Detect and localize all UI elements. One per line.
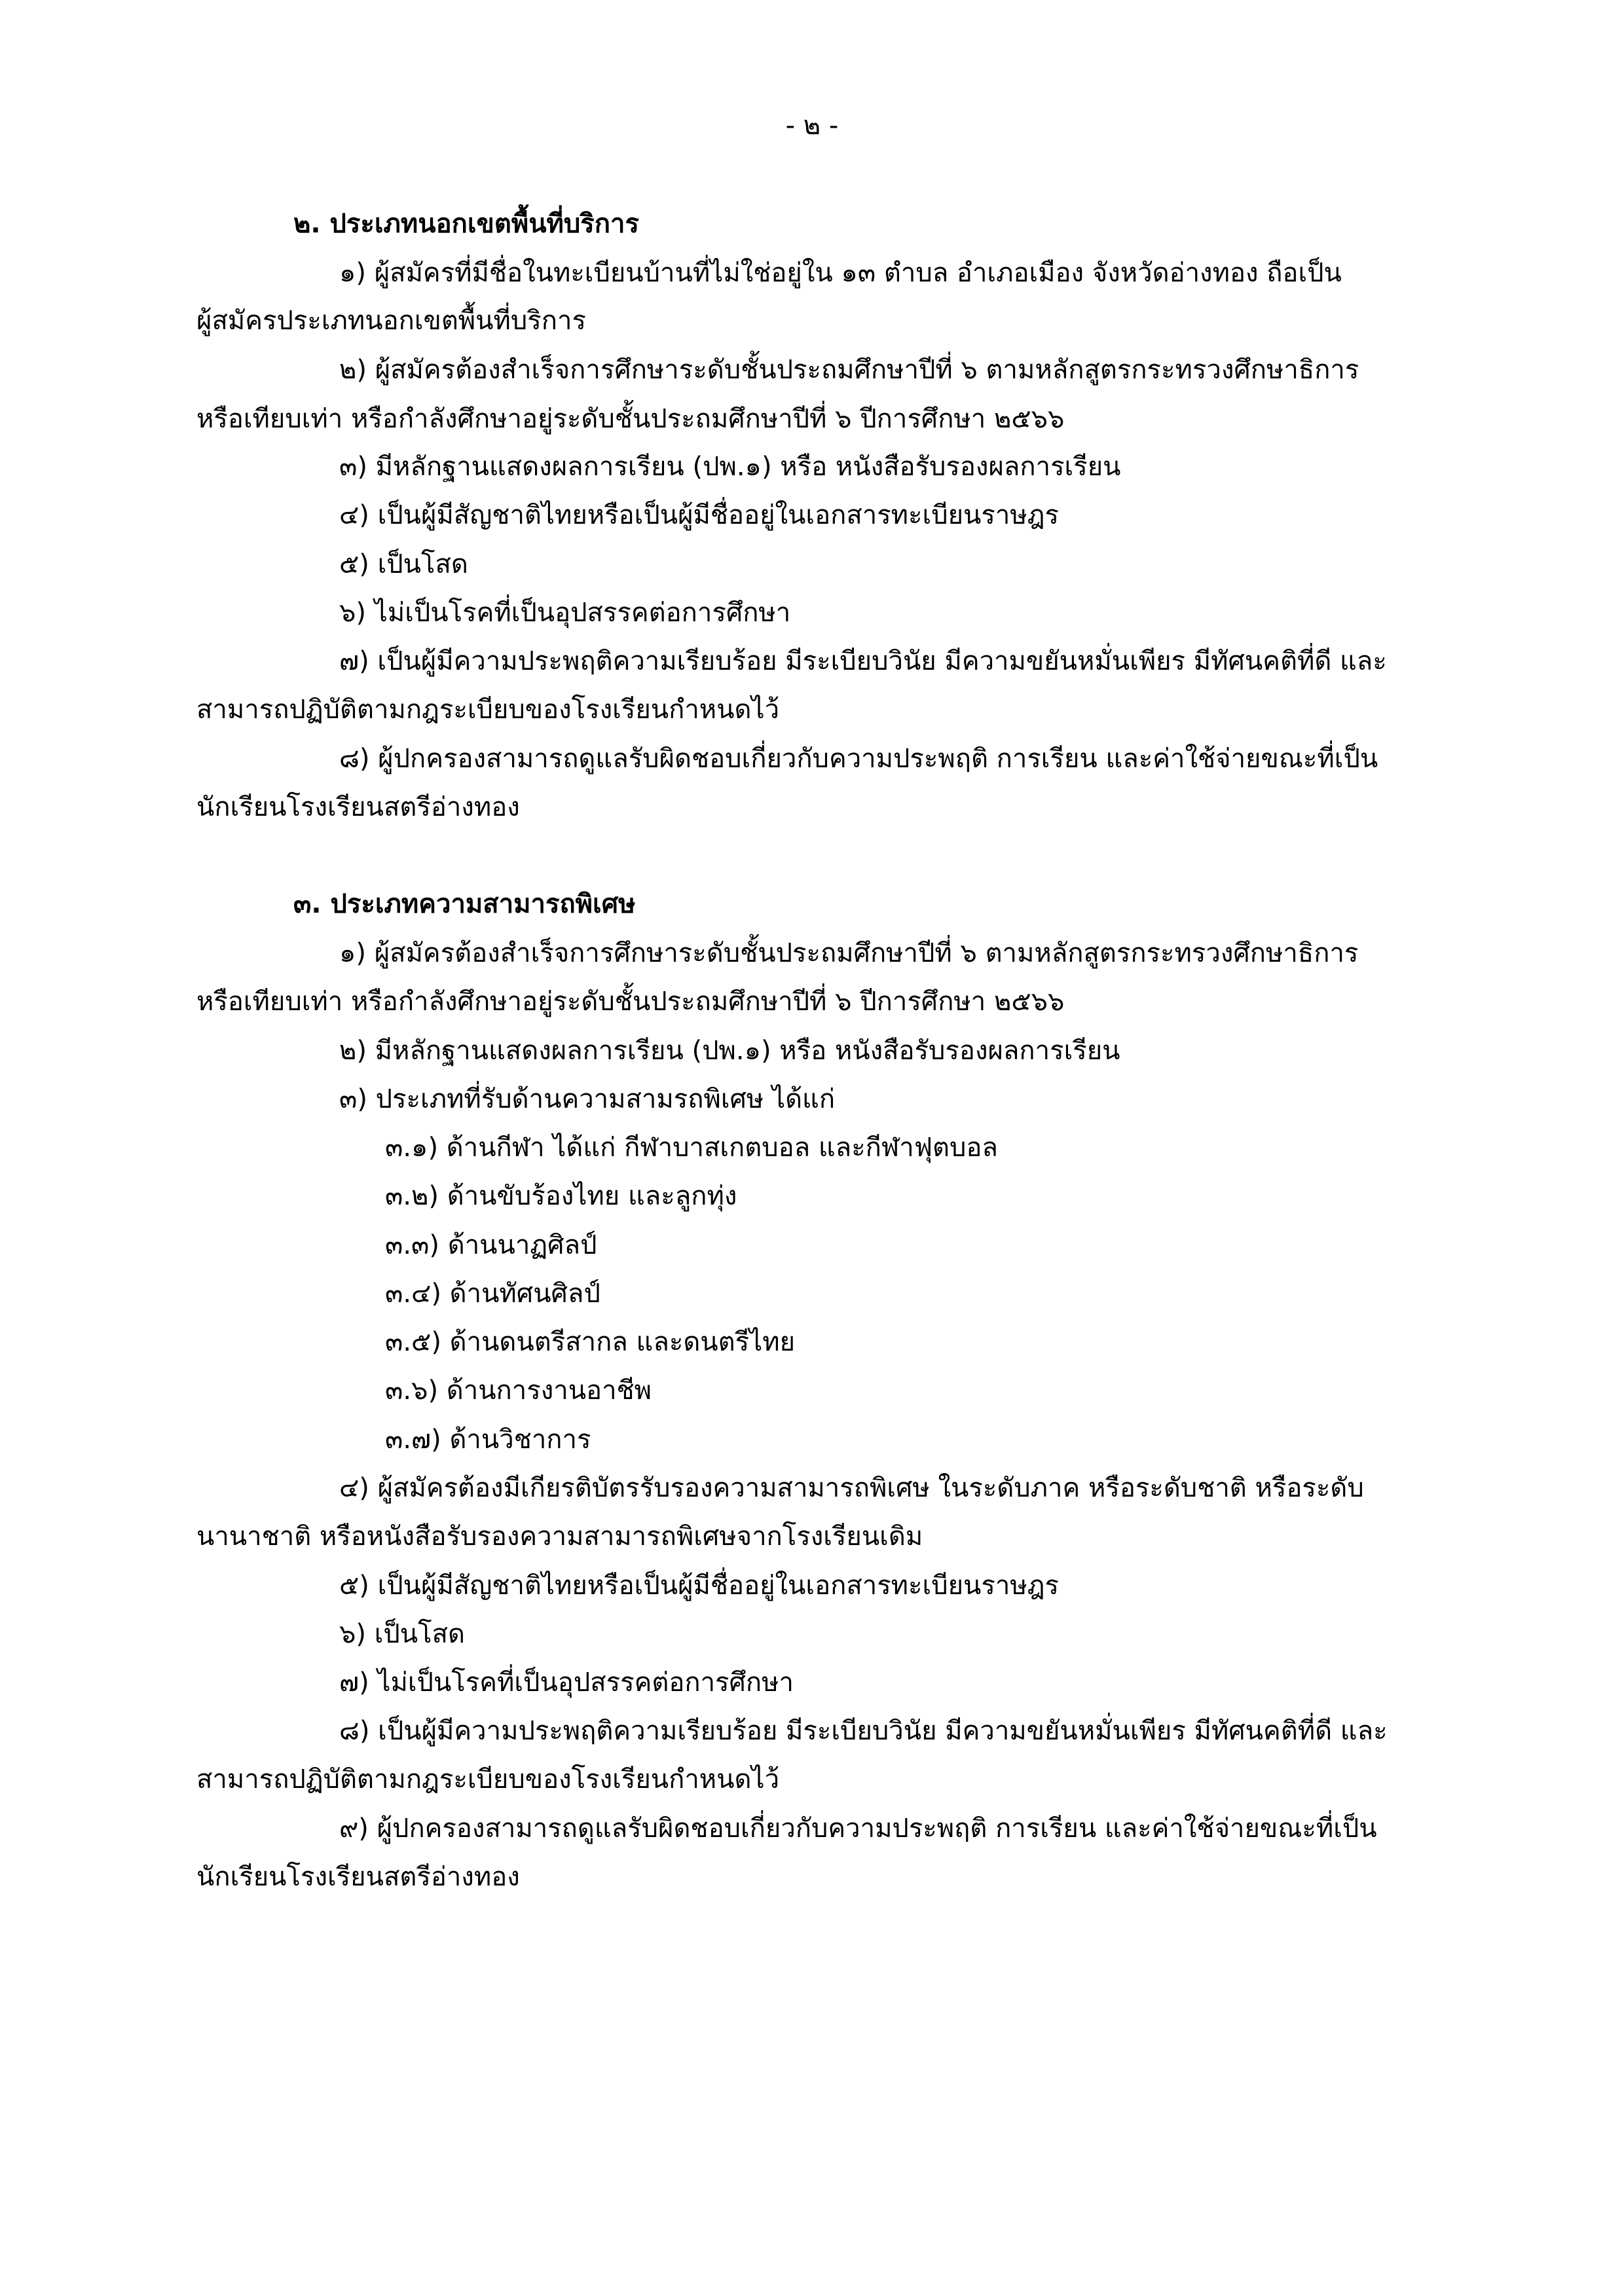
section-2-item-2-cont: หรือเทียบเท่า หรือกำลังศึกษาอยู่ระดับชั้นประถมศึกษาปีที่ ๖ ปีการศึกษา ๒๕๖๖ xyxy=(196,404,1065,434)
section-2-item-4: ๔) เป็นผู้มีสัญชาติไทยหรือเป็นผู้มีชื่ออยู่ในเอกสารทะเบียนราษฎร xyxy=(339,500,1060,530)
section-3-subitem-6: ๓.๖) ด้านการงานอาชีพ xyxy=(385,1376,652,1406)
section-2-heading: ๒. ประเภทนอกเขตพื้นที่บริการ xyxy=(293,209,639,239)
section-3-item-5: ๕) เป็นผู้มีสัญชาติไทยหรือเป็นผู้มีชื่ออยู่ในเอกสารทะเบียนราษฎร xyxy=(339,1571,1060,1601)
section-3-item-6: ๖) เป็นโสด xyxy=(339,1619,465,1649)
section-3-item-7: ๗) ไม่เป็นโรคที่เป็นอุปสรรคต่อการศึกษา xyxy=(339,1667,794,1698)
section-3-item-4: ๔) ผู้สมัครต้องมีเกียรติบัตรรับรองความสามารถพิเศษ ในระดับภาค หรือระดับชาติ หรือระดับ xyxy=(339,1473,1364,1503)
section-3-subitem-4: ๓.๔) ด้านทัศนศิลป์ xyxy=(385,1279,600,1309)
section-2-item-5: ๕) เป็นโสด xyxy=(339,549,468,579)
section-3-item-9: ๙) ผู้ปกครองสามารถดูแลรับผิดชอบเกี่ยวกับความประพฤติ การเรียน และค่าใช้จ่ายขณะที่เป็น xyxy=(339,1813,1377,1844)
section-3-item-2: ๒) มีหลักฐานแสดงผลการเรียน (ปพ.๑) หรือ หนังสือรับรองผลการเรียน xyxy=(339,1036,1120,1066)
section-2-item-8-cont: นักเรียนโรงเรียนสตรีอ่างทอง xyxy=(196,792,520,822)
section-3-item-8: ๘) เป็นผู้มีความประพฤติความเรียบร้อย มีระเบียบวินัย มีความขยันหมั่นเพียร มีทัศนคติที่ดี และ xyxy=(339,1716,1388,1746)
section-3-item-8-cont: สามารถปฏิบัติตามกฎระเบียบของโรงเรียนกำหนดไว้ xyxy=(196,1764,780,1795)
section-2-item-7: ๗) เป็นผู้มีความประพฤติความเรียบร้อย มีระเบียบวินัย มีความขยันหมั่นเพียร มีทัศนคติที่ดี และ xyxy=(339,646,1387,676)
section-2-item-8: ๘) ผู้ปกครองสามารถดูแลรับผิดชอบเกี่ยวกับความประพฤติ การเรียน และค่าใช้จ่ายขณะที่เป็น xyxy=(339,744,1378,774)
section-2-item-3: ๓) มีหลักฐานแสดงผลการเรียน (ปพ.๑) หรือ หนังสือรับรองผลการเรียน xyxy=(339,452,1121,482)
section-2-item-1-cont: ผู้สมัครประเภทนอกเขตพื้นที่บริการ xyxy=(196,306,586,336)
section-3-subitem-3: ๓.๓) ด้านนาฏศิลป์ xyxy=(385,1230,597,1260)
section-2-item-1: ๑) ผู้สมัครที่มีชื่อในทะเบียนบ้านที่ไม่ใช่อยู่ใน ๑๓ ตำบล อำเภอเมือง จังหวัดอ่างทอง ถือเป็น xyxy=(339,258,1342,288)
section-2-item-2: ๒) ผู้สมัครต้องสำเร็จการศึกษาระดับชั้นประถมศึกษาปีที่ ๖ ตามหลักสูตรกระทรวงศึกษาธิการ xyxy=(339,355,1359,385)
section-2-item-7-cont: สามารถปฏิบัติตามกฎระเบียบของโรงเรียนกำหนดไว้ xyxy=(196,695,780,725)
section-3-subitem-7: ๓.๗) ด้านวิชาการ xyxy=(385,1425,591,1455)
section-3-heading: ๓. ประเภทความสามารถพิเศษ xyxy=(293,889,636,919)
section-2-item-6: ๖) ไม่เป็นโรคที่เป็นอุปสรรคต่อการศึกษา xyxy=(339,598,791,628)
page-number: - ๒ - xyxy=(785,111,839,141)
section-3-subitem-2: ๓.๒) ด้านขับร้องไทย และลูกทุ่ง xyxy=(385,1181,737,1211)
section-3-item-4-cont: นานาชาติ หรือหนังสือรับรองความสามารถพิเศษจากโรงเรียนเดิม xyxy=(196,1522,923,1552)
section-3-item-1: ๑) ผู้สมัครต้องสำเร็จการศึกษาระดับชั้นประถมศึกษาปีที่ ๖ ตามหลักสูตรกระทรวงศึกษาธิการ xyxy=(339,938,1359,968)
section-3-subitem-5: ๓.๕) ด้านดนตรีสากล และดนตรีไทย xyxy=(385,1327,796,1357)
section-3-item-9-cont: นักเรียนโรงเรียนสตรีอ่างทอง xyxy=(196,1862,520,1892)
section-3-item-3: ๓) ประเภทที่รับด้านความสามรถพิเศษ ได้แก่ xyxy=(339,1084,836,1114)
section-3-item-1-cont: หรือเทียบเท่า หรือกำลังศึกษาอยู่ระดับชั้นประถมศึกษาปีที่ ๖ ปีการศึกษา ๒๕๖๖ xyxy=(196,987,1065,1017)
section-3-subitem-1: ๓.๑) ด้านกีฬา ได้แก่ กีฬาบาสเกตบอล และกีฬาฟุตบอล xyxy=(385,1133,998,1163)
